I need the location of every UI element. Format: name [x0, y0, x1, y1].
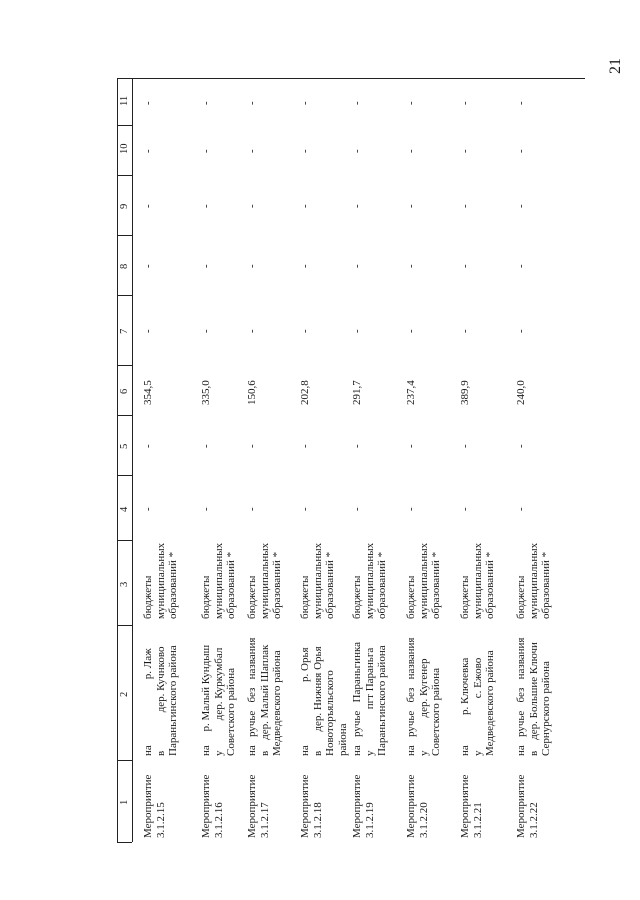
row-dash: -: [200, 264, 212, 268]
row-dash: -: [515, 149, 527, 153]
row-dash: -: [246, 329, 258, 333]
row-amount: 240,0: [515, 380, 527, 405]
table-border-top: [117, 78, 585, 79]
row-location: на р. Лаж в дер. Кучнково Параньгинского района: [142, 645, 179, 756]
row-dash: -: [459, 204, 471, 208]
row-dash: -: [515, 100, 527, 105]
row-label: Мероприятие 3.1.2.18: [299, 774, 324, 838]
row-amount: 202,8: [299, 380, 311, 405]
row-dash: -: [246, 444, 258, 448]
column-header: 9: [119, 203, 130, 209]
row-label: Мероприятие 3.1.2.16: [200, 774, 225, 838]
column-header: 5: [119, 443, 130, 449]
row-location: на ручье без названия в дер. Малый Шаплак Медведевского района: [246, 637, 283, 756]
row-dash: -: [200, 506, 212, 511]
row-dash: -: [405, 506, 417, 511]
row-amount: 237,4: [405, 380, 417, 405]
row-dash: -: [351, 100, 363, 105]
row-dash: -: [299, 264, 311, 268]
row-dash: -: [200, 100, 212, 105]
row-funding-source: бюджеты муниципальных образований *: [299, 542, 336, 619]
row-label: Мероприятие 3.1.2.15: [142, 774, 167, 838]
row-dash: -: [351, 204, 363, 208]
row-location: на ручье без названия у дер. Кугенер Советского района: [405, 637, 442, 756]
row-dash: -: [405, 100, 417, 105]
column-header: 7: [119, 328, 130, 334]
row-label: Мероприятие 3.1.2.20: [405, 774, 430, 838]
row-dash: -: [299, 329, 311, 333]
row-dash: -: [299, 100, 311, 105]
row-dash: -: [351, 506, 363, 511]
row-dash: -: [142, 444, 154, 448]
row-label: Мероприятие 3.1.2.21: [459, 774, 484, 838]
row-label: Мероприятие 3.1.2.17: [246, 774, 271, 838]
row-dash: -: [142, 149, 154, 153]
row-dash: -: [459, 506, 471, 511]
column-divider: [117, 365, 132, 366]
row-location: на р. Малый Кундыш у дер. Куркумбал Советского района: [200, 644, 237, 756]
row-dash: -: [246, 264, 258, 268]
row-dash: -: [200, 444, 212, 448]
row-dash: -: [515, 204, 527, 208]
row-dash: -: [246, 204, 258, 208]
row-dash: -: [246, 149, 258, 153]
row-funding-source: бюджеты муниципальных образований *: [246, 542, 283, 619]
row-dash: -: [459, 329, 471, 333]
row-dash: -: [459, 149, 471, 153]
row-label: Мероприятие 3.1.2.19: [351, 774, 376, 838]
row-dash: -: [459, 264, 471, 268]
row-funding-source: бюджеты муниципальных образований *: [200, 542, 237, 619]
row-dash: -: [200, 149, 212, 153]
header-separator: [132, 78, 133, 842]
row-dash: -: [299, 204, 311, 208]
row-amount: 335,0: [200, 380, 212, 405]
row-dash: -: [200, 204, 212, 208]
row-location: на ручье без названия в дер. Большие Ключи Сернурского района: [515, 637, 552, 756]
column-divider: [117, 842, 132, 843]
column-divider: [117, 475, 132, 476]
row-dash: -: [142, 264, 154, 268]
row-dash: -: [246, 100, 258, 105]
column-header: 3: [119, 581, 130, 587]
column-header: 1: [119, 799, 130, 805]
column-header: 4: [119, 506, 130, 512]
column-divider: [117, 625, 132, 626]
column-divider: [117, 760, 132, 761]
row-dash: -: [515, 264, 527, 268]
row-funding-source: бюджеты муниципальных образований *: [459, 542, 496, 619]
page-number: 21: [607, 58, 624, 74]
row-dash: -: [351, 149, 363, 153]
row-dash: -: [299, 444, 311, 448]
row-dash: -: [515, 329, 527, 333]
row-dash: -: [351, 444, 363, 448]
column-header: 11: [119, 95, 130, 106]
row-funding-source: бюджеты муниципальных образований *: [142, 542, 179, 619]
row-dash: -: [299, 506, 311, 511]
row-location: на ручье Параньгинка у пгт Параньга Параньгинского района: [351, 641, 388, 756]
column-divider: [117, 235, 132, 236]
table-border-left: [117, 78, 118, 842]
row-location: на р. Орья в дер. Нижняя Орья Новоторъяльского района: [299, 646, 349, 756]
column-divider: [117, 415, 132, 416]
column-divider: [117, 540, 132, 541]
row-funding-source: бюджеты муниципальных образований *: [515, 542, 552, 619]
row-funding-source: бюджеты муниципальных образований *: [405, 542, 442, 619]
row-dash: -: [142, 329, 154, 333]
row-dash: -: [142, 204, 154, 208]
row-dash: -: [246, 506, 258, 511]
column-header: 2: [119, 691, 130, 697]
row-dash: -: [405, 204, 417, 208]
row-dash: -: [351, 264, 363, 268]
row-dash: -: [515, 506, 527, 511]
row-dash: -: [142, 506, 154, 511]
row-dash: -: [405, 329, 417, 333]
column-header: 8: [119, 263, 130, 269]
row-funding-source: бюджеты муниципальных образований *: [351, 542, 388, 619]
row-dash: -: [299, 149, 311, 153]
row-dash: -: [142, 100, 154, 105]
row-dash: -: [459, 100, 471, 105]
column-divider: [117, 295, 132, 296]
row-amount: 389,9: [459, 380, 471, 405]
row-dash: -: [405, 444, 417, 448]
row-dash: -: [200, 329, 212, 333]
row-amount: 291,7: [351, 380, 363, 405]
column-divider: [117, 175, 132, 176]
row-dash: -: [459, 444, 471, 448]
row-dash: -: [405, 264, 417, 268]
row-amount: 150,6: [246, 380, 258, 405]
column-header: 6: [119, 388, 130, 394]
row-label: Мероприятие 3.1.2.22: [515, 774, 540, 838]
row-location: на р. Ключевка у с. Ежово Медведевского района: [459, 650, 496, 756]
row-dash: -: [351, 329, 363, 333]
column-divider: [117, 125, 132, 126]
column-header: 10: [119, 143, 130, 154]
row-dash: -: [405, 149, 417, 153]
row-dash: -: [515, 444, 527, 448]
row-amount: 354,5: [142, 380, 154, 405]
